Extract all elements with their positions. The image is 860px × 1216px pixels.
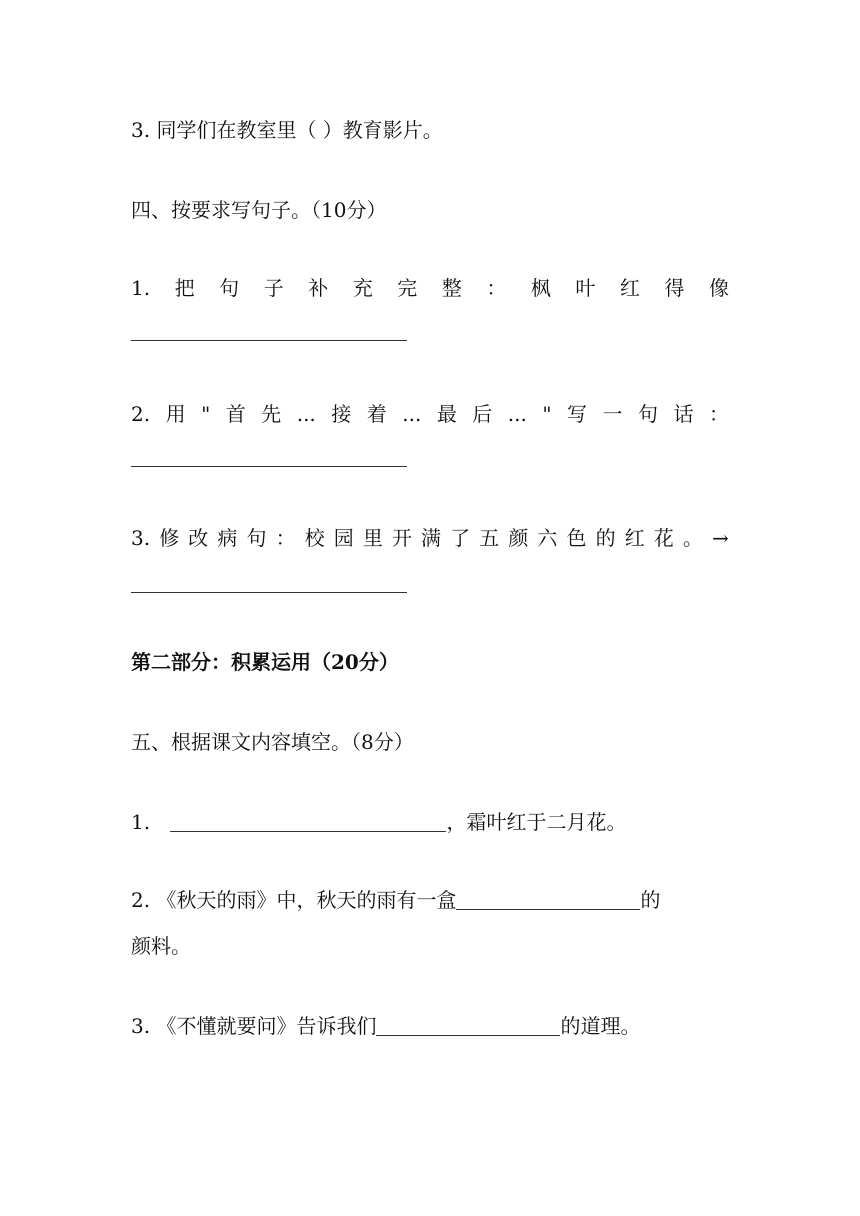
- q-char: 六: [537, 526, 558, 550]
- section-5-title: 五、根据课文内容填空。（8分）: [131, 730, 414, 754]
- q-char: 写: [567, 402, 588, 426]
- fill-blank-5-3[interactable]: [376, 1013, 560, 1036]
- q-char: 句: [219, 276, 240, 300]
- q-char: ...: [402, 402, 422, 426]
- answer-line-4-1[interactable]: [131, 340, 407, 341]
- q-char: 着: [366, 402, 387, 426]
- answer-line-4-3[interactable]: [131, 592, 407, 593]
- q-char: 满: [421, 526, 442, 550]
- q-char: 充: [352, 276, 373, 300]
- q-char: 。: [682, 526, 703, 550]
- q-char: ...: [507, 402, 527, 426]
- question-5-2-continued: 颜料。: [131, 934, 191, 958]
- question-5-1: [131, 808, 626, 836]
- question-3-3: [131, 116, 443, 144]
- q-char: 一: [602, 402, 623, 426]
- question-prefix: 3. 《不懂就要问》告诉我们: [131, 1014, 377, 1038]
- q-char: ...: [296, 402, 316, 426]
- question-suffix: 的: [640, 888, 661, 912]
- q-char: 红: [624, 526, 645, 550]
- q-char: 句: [246, 526, 267, 550]
- question-4-3: [131, 524, 729, 552]
- q-char: 园: [333, 526, 354, 550]
- q-char: ": [542, 402, 552, 426]
- part-2-heading: 第二部分：积累运用（20分）: [131, 650, 399, 674]
- q-char: ": [201, 402, 211, 426]
- q-char: 的: [595, 526, 616, 550]
- q-char: 病: [217, 526, 238, 550]
- fill-blank-5-2[interactable]: [456, 887, 640, 910]
- q-char: 补: [308, 276, 329, 300]
- question-suffix: 的道理。: [560, 1014, 641, 1038]
- question-number: 1.: [131, 810, 151, 834]
- q-char: 五: [479, 526, 500, 550]
- q-char: 修: [159, 526, 180, 550]
- q-char: ：: [486, 276, 507, 300]
- q-char: 2.: [131, 402, 151, 426]
- q-char: 得: [664, 276, 685, 300]
- q-char: 改: [188, 526, 209, 550]
- question-5-3: [131, 1012, 640, 1040]
- q-char: 接: [331, 402, 352, 426]
- q-char: 首: [225, 402, 246, 426]
- arrow-icon: →: [711, 526, 729, 550]
- q-char: 1.: [131, 276, 151, 300]
- q-char: 里: [362, 526, 383, 550]
- q-char: 子: [263, 276, 284, 300]
- q-char: 开: [391, 526, 412, 550]
- question-suffix: ，霜叶红于二月花。: [446, 810, 627, 834]
- q-char: 后: [472, 402, 493, 426]
- q-char: 整: [441, 276, 462, 300]
- q-char: 颜: [508, 526, 529, 550]
- answer-line-4-2[interactable]: [131, 466, 407, 467]
- q-char: ：: [708, 402, 729, 426]
- q-char: 像: [709, 276, 729, 300]
- question-prefix: 2. 《秋天的雨》中，秋天的雨有一盒: [131, 888, 457, 912]
- q-char: 最: [436, 402, 457, 426]
- q-char: 校: [304, 526, 325, 550]
- q-char: 话: [673, 402, 694, 426]
- q-char: 了: [450, 526, 471, 550]
- question-4-1: [131, 274, 729, 302]
- q-char: 用: [165, 402, 186, 426]
- q-char: ：: [275, 526, 296, 550]
- q-char: 先: [261, 402, 282, 426]
- q-char: 枫: [530, 276, 551, 300]
- fill-blank-5-1[interactable]: [170, 809, 446, 832]
- q-char: 花: [653, 526, 674, 550]
- question-text: 3. 同学们在教室里（ ）教育影片。: [131, 118, 443, 142]
- question-5-2: [131, 886, 660, 914]
- q-char: 红: [619, 276, 640, 300]
- q-char: 句: [638, 402, 658, 426]
- question-4-2: [131, 400, 729, 428]
- q-char: 把: [174, 276, 195, 300]
- q-char: 3.: [131, 526, 151, 550]
- q-char: 完: [397, 276, 418, 300]
- q-char: 叶: [575, 276, 596, 300]
- q-char: 色: [566, 526, 587, 550]
- section-4-title: 四、按要求写句子。（10分）: [131, 198, 387, 222]
